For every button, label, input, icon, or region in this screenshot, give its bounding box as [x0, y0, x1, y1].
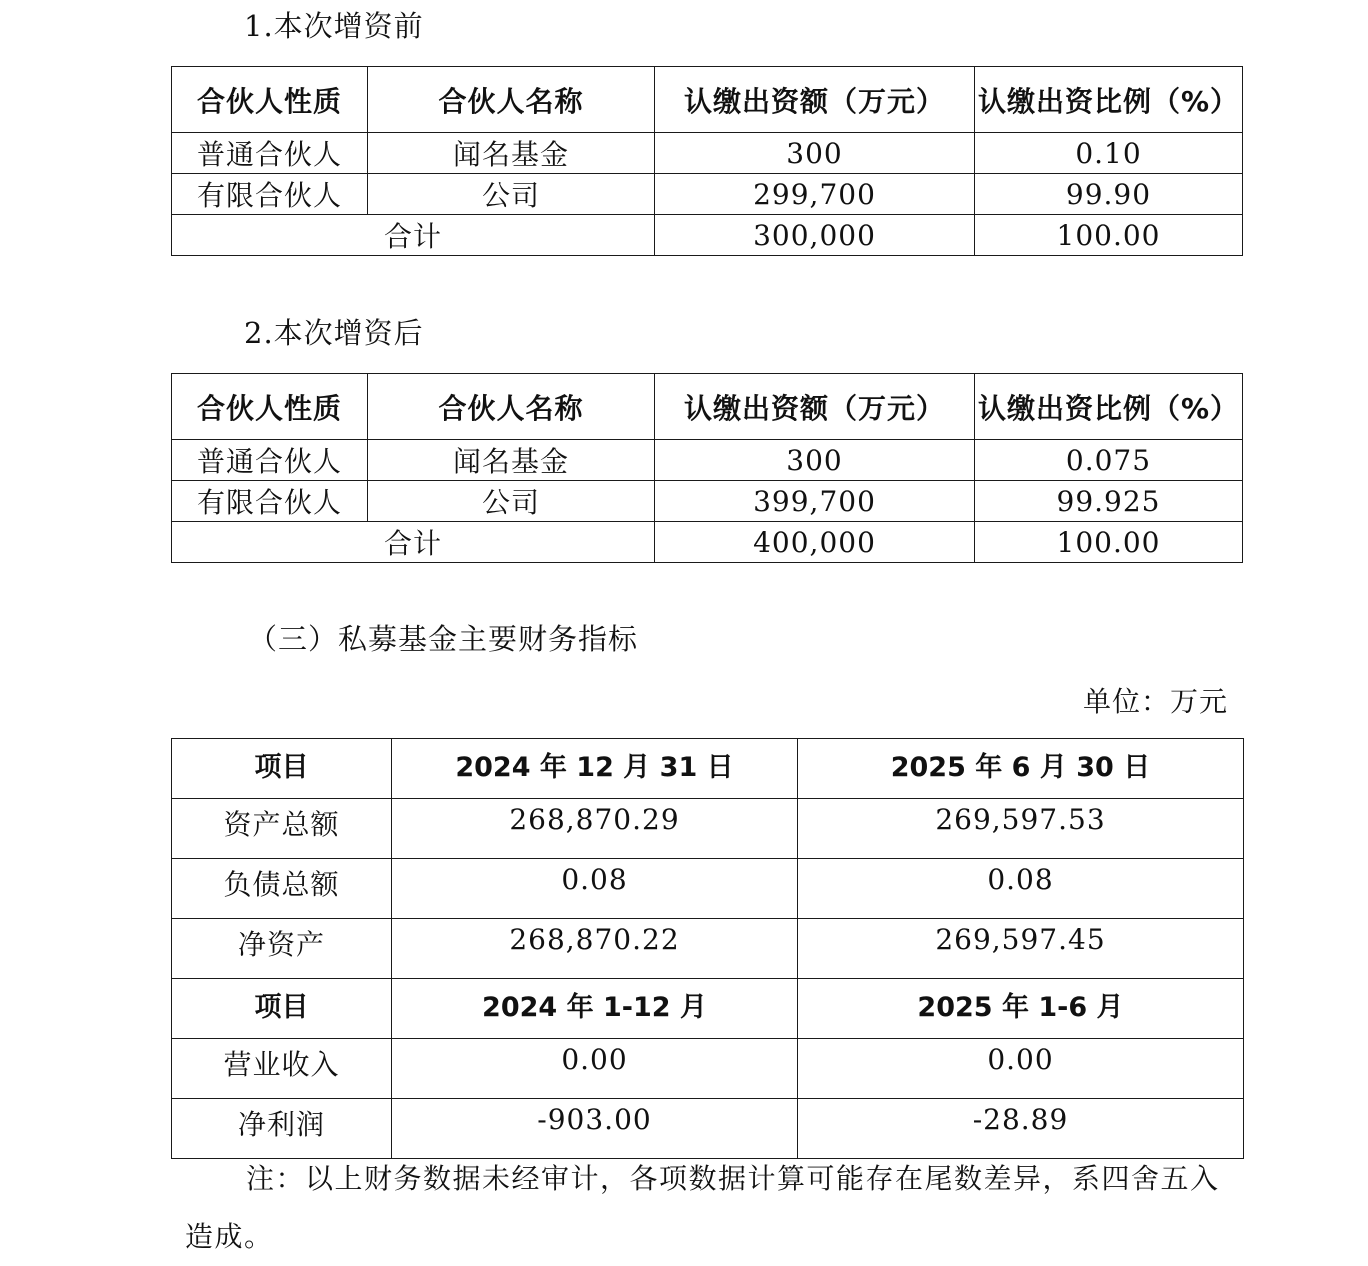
capital-table-after — [171, 373, 1243, 563]
cell-value-2025: 0.08 — [798, 859, 1244, 919]
cell-item: 净利润 — [172, 1099, 392, 1159]
cell-amount: 399,700 — [655, 481, 975, 522]
table-header-row — [172, 739, 1244, 799]
total-amount: 400,000 — [655, 522, 975, 563]
table-row — [172, 133, 1243, 174]
section-title-before: 1.本次增资前 — [244, 9, 424, 43]
total-ratio: 100.00 — [975, 215, 1243, 256]
cell-partner-type: 有限合伙人 — [172, 481, 368, 522]
cell-value-2024: 268,870.29 — [392, 799, 798, 859]
header-item: 项目 — [172, 739, 392, 799]
financial-indicators-table — [171, 738, 1244, 1159]
header-period-2025: 2025 年 1-6 月 — [798, 979, 1244, 1039]
cell-value-2024: -903.00 — [392, 1099, 798, 1159]
table-header-row — [172, 67, 1243, 133]
total-row — [172, 215, 1243, 256]
cell-value-2024: 0.00 — [392, 1039, 798, 1099]
total-label: 合计 — [172, 215, 655, 256]
header-partner-name: 合伙人名称 — [368, 374, 655, 440]
header-subscribed-ratio: 认缴出资比例（%） — [975, 67, 1243, 133]
total-amount: 300,000 — [655, 215, 975, 256]
cell-ratio: 99.90 — [975, 174, 1243, 215]
table-row — [172, 799, 1244, 859]
footnote-line-2: 造成。 — [185, 1220, 274, 1253]
cell-partner-name: 闻名基金 — [368, 133, 655, 174]
cell-item: 营业收入 — [172, 1039, 392, 1099]
cell-item: 净资产 — [172, 919, 392, 979]
unit-label: 单位：万元 — [1082, 685, 1228, 718]
header-subscribed-amount: 认缴出资额（万元） — [655, 67, 975, 133]
cell-ratio: 99.925 — [975, 481, 1243, 522]
cell-partner-type: 普通合伙人 — [172, 133, 368, 174]
table-row — [172, 919, 1244, 979]
cell-amount: 299,700 — [655, 174, 975, 215]
header-partner-type: 合伙人性质 — [172, 67, 368, 133]
header-period-2024: 2024 年 1-12 月 — [392, 979, 798, 1039]
cell-partner-name: 闻名基金 — [368, 440, 655, 481]
header-subscribed-amount: 认缴出资额（万元） — [655, 374, 975, 440]
table-row — [172, 174, 1243, 215]
table-row — [172, 440, 1243, 481]
cell-amount: 300 — [655, 133, 975, 174]
cell-ratio: 0.10 — [975, 133, 1243, 174]
cell-value-2024: 0.08 — [392, 859, 798, 919]
table-row — [172, 859, 1244, 919]
section-title-financials: （三）私募基金主要财务指标 — [248, 622, 639, 656]
cell-ratio: 0.075 — [975, 440, 1243, 481]
total-label: 合计 — [172, 522, 655, 563]
header-date-2025: 2025 年 6 月 30 日 — [798, 739, 1244, 799]
header-subscribed-ratio: 认缴出资比例（%） — [975, 374, 1243, 440]
header-partner-name: 合伙人名称 — [368, 67, 655, 133]
cell-partner-name: 公司 — [368, 174, 655, 215]
cell-value-2025: 269,597.53 — [798, 799, 1244, 859]
cell-partner-name: 公司 — [368, 481, 655, 522]
table-row — [172, 481, 1243, 522]
cell-value-2025: 0.00 — [798, 1039, 1244, 1099]
cell-item: 资产总额 — [172, 799, 392, 859]
section-title-after: 2.本次增资后 — [244, 316, 424, 350]
total-ratio: 100.00 — [975, 522, 1243, 563]
capital-table-before — [171, 66, 1243, 256]
footnote-line-1: 注：以上财务数据未经审计，各项数据计算可能存在尾数差异，系四舍五入 — [246, 1162, 1220, 1195]
cell-partner-type: 有限合伙人 — [172, 174, 368, 215]
cell-item: 负债总额 — [172, 859, 392, 919]
header-item: 项目 — [172, 979, 392, 1039]
cell-amount: 300 — [655, 440, 975, 481]
cell-partner-type: 普通合伙人 — [172, 440, 368, 481]
cell-value-2025: -28.89 — [798, 1099, 1244, 1159]
cell-value-2025: 269,597.45 — [798, 919, 1244, 979]
table-header-row — [172, 374, 1243, 440]
table-row — [172, 1039, 1244, 1099]
header-partner-type: 合伙人性质 — [172, 374, 368, 440]
header-date-2024: 2024 年 12 月 31 日 — [392, 739, 798, 799]
table-header-row — [172, 979, 1244, 1039]
total-row — [172, 522, 1243, 563]
cell-value-2024: 268,870.22 — [392, 919, 798, 979]
